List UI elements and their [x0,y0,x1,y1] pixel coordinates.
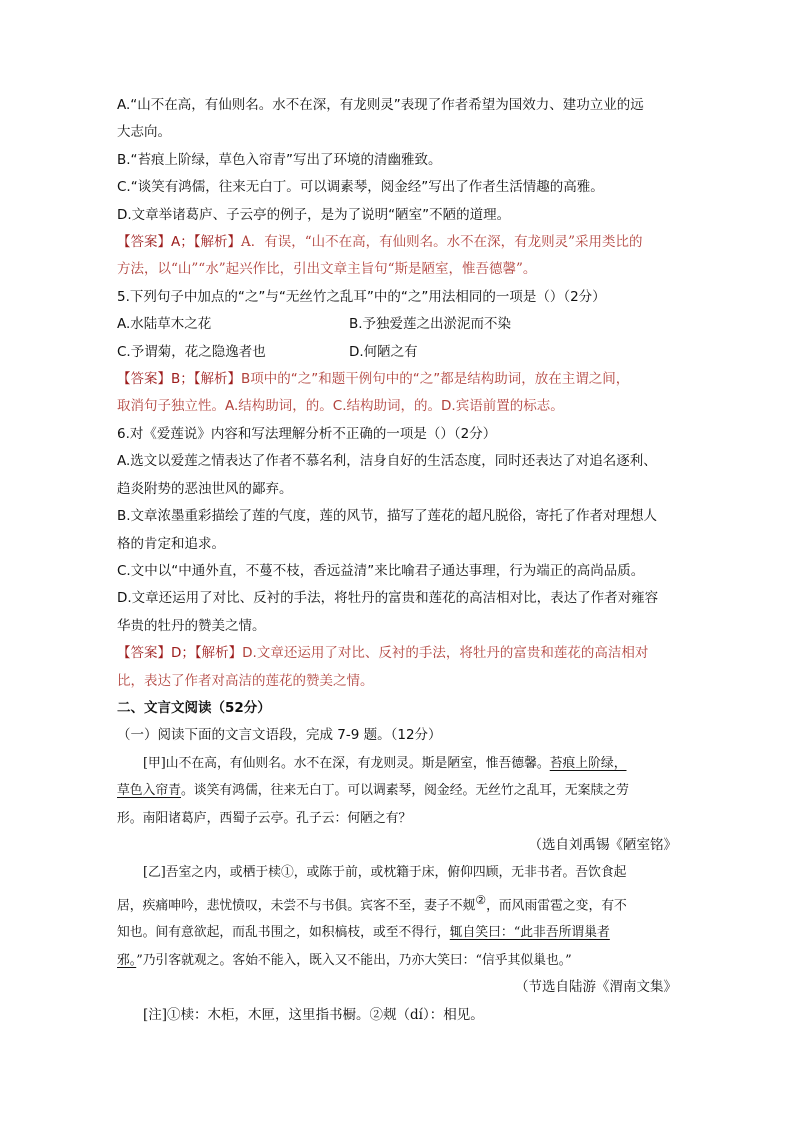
passage-text: [甲]山不在高，有仙则名。水不在深，有龙则灵。斯是陋室，惟吾德馨。 [143,755,550,771]
passage-jia-line3: 形。南阳诸葛庐，西蜀子云亭。孔子云：何陋之有？ [117,810,412,826]
q6-answer-line2: 比，表达了作者对高洁的莲花的赞美之情。 [117,672,374,689]
q4-option-d: D.文章举诸葛庐、子云亭的例子，是为了说明“陋室”不陋的道理。 [117,206,511,223]
passage-jia-source: （选自刘禹锡《陋室铭》 [528,836,677,853]
answer-value: D； [171,645,195,662]
underlined-sentence: 草色入帘青 [117,783,181,799]
footnote: [注]①椟：木柜，木匣，这里指书橱。②觌（dí）：相见。 [143,1006,484,1023]
footnote-marker: ② [475,892,487,907]
q4-option-c: C.“谈笑有鸿儒，往来无白丁。可以调素琴，阅金经”写出了作者生活情趣的高雅。 [117,179,604,196]
passage-yi-line4 [117,947,677,974]
q5-stem: 5.下列句子中加点的“之”与“无丝竹之乱耳”中的“之”用法相同的一项是（）（2分） [117,288,606,305]
q4-answer-line1 [117,229,677,256]
document-body [117,92,677,1029]
passage-yi-line2 [117,887,677,920]
answer-tag: 【答案】 [117,234,171,251]
passage-text: ，而风雨雷雹之变，有不 [486,898,627,914]
passage-jia-line2 [117,777,677,804]
passage-yi-line3 [117,919,677,946]
underlined-sentence: 苔痕上阶绿， [549,755,627,771]
answer-tag: 【答案】 [117,645,171,662]
answer-value: B； [171,371,194,388]
analysis-text: B项中的“之”和题干例句中的“之”都是结构助词，放在主谓之间， [241,371,630,388]
q5-option-c: C.予谓菊，花之隐逸者也 [117,343,266,360]
q6-option-d-line2: 华贵的牡丹的赞美之情。 [117,617,266,634]
q5-options-row2 [117,339,677,366]
analysis-tag: 【解析】 [193,371,242,388]
q4-option-a-line2: 大志向。 [117,124,171,141]
passage-text: 知也。间有意欲起，而乱书围之，如积槁枝，或至不得行， [117,925,450,941]
analysis-tag: 【解析】 [193,234,241,251]
q6-option-b-line2: 格的肯定和追求。 [117,535,225,552]
q5-option-b: B.予独爱莲之出淤泥而不染 [349,316,512,333]
q6-option-a-line1: A.选文以爱莲之情表达了作者不慕名利，洁身自好的生活态度，同时还表达了对追名逐利、 [117,453,657,470]
analysis-text: A．有误，“山不在高，有仙则名。水不在深，有龙则灵”采用类比的 [241,234,643,251]
q5-option-a: A.水陆草木之花 [117,316,212,333]
passage-yi-line1: [乙]吾室之内，或栖于椟①，或陈于前，或枕籍于床，俯仰四顾，无非书者。吾饮食起 [143,865,627,881]
section-subheading: （一）阅读下面的文言文语段，完成 7-9 题。（12分） [117,727,442,744]
q6-option-d-line1: D.文章还运用了对比、反衬的手法，将牡丹的富贵和莲花的高洁相对比，表达了作者对雍容 [117,590,659,607]
q5-option-d: D.何陋之有 [349,343,418,360]
section-heading: 二、文言文阅读（52分） [117,699,271,716]
q6-answer-line1 [117,640,677,667]
passage-yi-source: （节选自陆游《渭南文集》 [515,979,677,996]
q5-answer-line1 [117,366,677,393]
answer-tag: 【答案】 [117,371,171,388]
q6-option-a-line2: 趋炎附势的恶浊世风的鄙弃。 [117,480,293,497]
passage-jia-line1 [117,750,677,777]
q6-option-c: C.文中以“中通外直，不蔓不枝，香远益清”来比喻君子通达事理，行为端正的高尚品质。 [117,562,645,579]
q4-option-a-line1: A.“山不在高，有仙则名。水不在深，有龙则灵”表现了作者希望为国效力、建功立业的远 [117,97,644,113]
analysis-text: D.文章还运用了对比、反衬的手法，将牡丹的富贵和莲花的高洁相对 [242,645,649,662]
underlined-sentence: 辄自笑曰：“此非吾所谓巢者 [449,925,610,941]
q4-answer-line2: 方法，以“山”“水”起兴作比，引出文章主旨句“斯是陋室，惟吾德馨”。 [117,261,537,278]
q5-answer-line2: 取消句子独立性。A.结构助词，的。C.结构助词，的。D.宾语前置的标志。 [117,398,564,415]
passage-text: ”乃引客就观之。客始不能入，既入又不能出，乃亦大笑曰：“信乎其似巢也。” [136,952,572,968]
q4-option-b: B.“苔痕上阶绿，草色入帘青”写出了环境的清幽雅致。 [117,151,442,168]
underlined-sentence: 邪。 [117,952,137,968]
passage-text: 。谈笑有鸿儒，往来无白丁。可以调素琴，阅金经。无丝竹之乱耳，无案牍之劳 [180,783,629,799]
q5-options-row1 [117,311,677,338]
answer-value: A； [171,234,194,251]
q6-option-b-line1: B.文章浓墨重彩描绘了莲的气度，莲的风节，描写了莲花的超凡脱俗，寄托了作者对理想人 [117,508,658,525]
q6-stem: 6.对《爱莲说》内容和写法理解分析不正确的一项是（）（2分） [117,425,497,442]
analysis-tag: 【解析】 [194,645,243,662]
passage-text: 居，疾痛呻吟，悲忧愤叹，未尝不与书俱。宾客不至，妻子不觌 [117,898,476,914]
